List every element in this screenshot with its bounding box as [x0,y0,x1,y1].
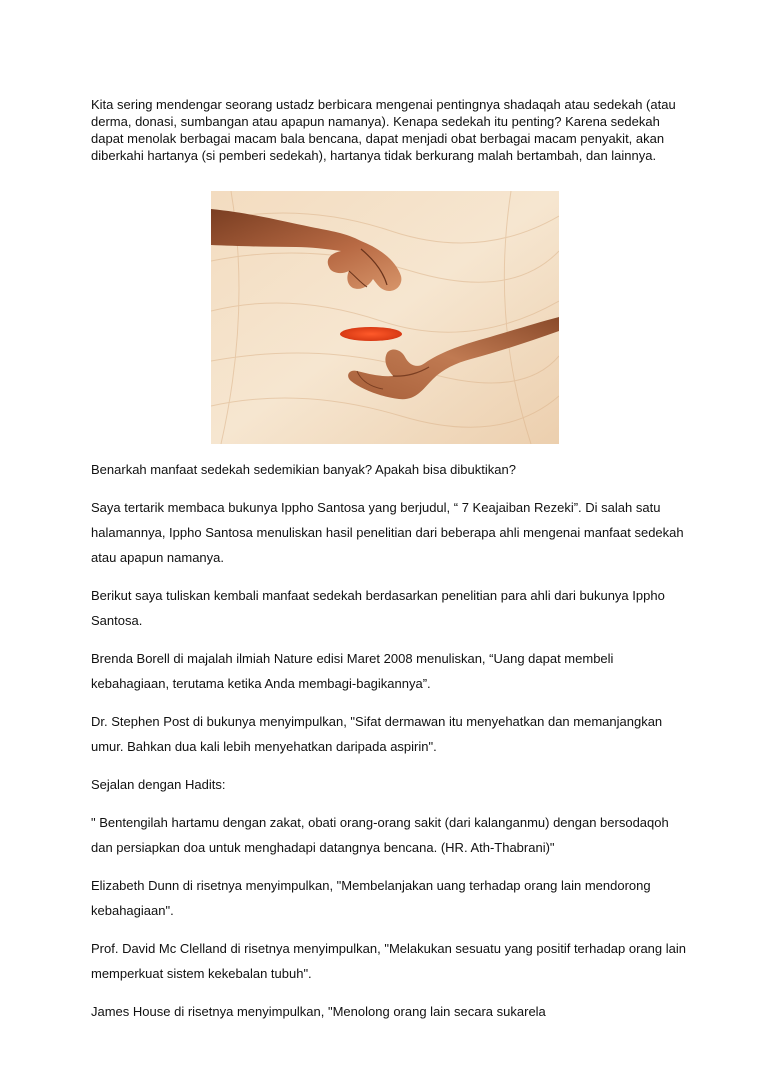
giving-hands-image [211,191,559,444]
intro-paragraph: Kita sering mendengar seorang ustadz berbicara mengenai pentingnya shadaqah atau sedekah (atau derma, donasi, sumbangan atau apapun namanya). Kenapa sedekah itu penting? Karena sedekah dapat menolak berbagai macam bala bencana, dapat menjadi obat berbagai macam penyakit, akan diberkahi hartanya (si pemberi sedekah), hartanya tidak berkurang malah bertambah, dan lainnya. [91,97,676,163]
paragraph: Brenda Borell di majalah ilmiah Nature edisi Maret 2008 menuliskan, “Uang dapat membeli kebahagiaan, terutama ketika Anda membagi-bagikannya”. [91,651,614,691]
paragraph: Dr. Stephen Post di bukunya menyimpulkan, "Sifat dermawan itu menyehatkan dan memanjangkan umur. Bahkan dua kali lebih menyehatkan daripada aspirin". [91,714,663,754]
paragraph: Berikut saya tuliskan kembali manfaat sedekah berdasarkan penelitian para ahli dari bukunya Ippho Santosa. [91,588,665,628]
hadith-quote: " Bentengilah hartamu dengan zakat, obati orang-orang sakit (dari kalanganmu) dengan bersodaqoh dan persiapkan doa untuk menghadapi datangnya bencana. (HR. Ath-Thabrani)" [91,815,669,855]
document-page [91,96,681,164]
paragraph: Sejalan dengan Hadits: [91,777,226,792]
paragraph: Elizabeth Dunn di risetnya menyimpulkan, "Membelanjakan uang terhadap orang lain mendorong kebahagiaan". [91,878,651,918]
paragraph: Benarkah manfaat sedekah sedemikian banyak? Apakah bisa dibuktikan? [91,462,516,477]
article-body [91,457,691,1037]
giving-hands-illustration [211,191,559,444]
paragraph: Prof. David Mc Clelland di risetnya menyimpulkan, "Melakukan sesuatu yang positif terhadap orang lain memperkuat sistem kekebalan tubuh". [91,941,686,981]
paragraph: James House di risetnya menyimpulkan, "Menolong orang lain secara sukarela [91,1004,546,1019]
paragraph: Saya tertarik membaca bukunya Ippho Santosa yang berjudul, “ 7 Keajaiban Rezeki”. Di salah satu halamannya, Ippho Santosa menuliskan hasil penelitian dari beberapa ahli mengenai manfaat sedekah atau apapun namanya. [91,500,684,565]
